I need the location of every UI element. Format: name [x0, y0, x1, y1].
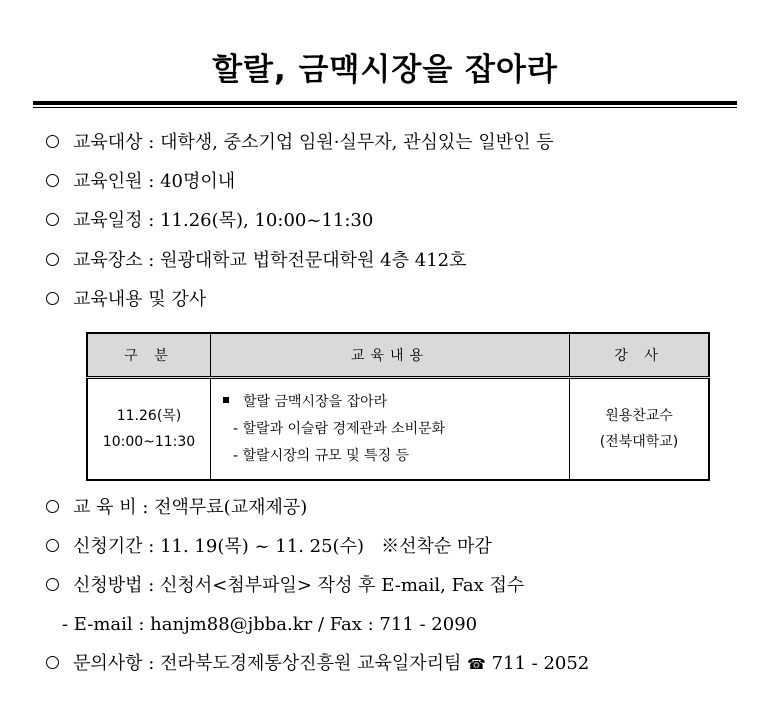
sub-topic: - 할랄과 이슬람 경제관과 소비문화	[233, 420, 446, 437]
session-content-cell	[211, 378, 570, 481]
item-value: 11.26(목), 10:00~11:30	[160, 210, 374, 231]
item-value: 전액무료(교재제공)	[154, 497, 308, 518]
circle-bullet-icon	[46, 174, 59, 187]
item-content	[46, 288, 206, 312]
square-bullet-icon	[223, 397, 229, 403]
instructor-name: 원용찬교수	[605, 408, 673, 424]
item-label: 교육일정	[73, 210, 143, 231]
item-label: 신청방법	[73, 575, 143, 596]
session-time: 10:00~11:30	[102, 434, 196, 450]
item-location: 교육장소 : 원광대학교 법학전문대학원 4층 412호	[46, 249, 466, 273]
header-category: 구 분	[87, 333, 211, 378]
item-value: 대학생, 중소기업 임원·실무자, 관심있는 일반인 등	[160, 132, 554, 153]
item-value: 40명이내	[160, 171, 236, 192]
instructor-cell	[570, 378, 710, 481]
course-table	[86, 332, 710, 481]
main-topic	[223, 389, 568, 416]
circle-bullet-icon	[46, 253, 59, 266]
item-fee: 교 육 비 : 전액무료(교재제공)	[46, 496, 307, 520]
instructor-affiliation: (전북대학교)	[599, 434, 679, 450]
item-schedule: 교육일정 : 11.26(목), 10:00~11:30	[46, 209, 373, 233]
item-period: 신청기간 : 11. 19(목) ~ 11. 25(수) ※선착순 마감	[46, 535, 492, 559]
item-label: 신청기간	[73, 536, 143, 557]
page-title: 할랄, 금맥시장을 잡아라	[212, 52, 558, 88]
item-label: 문의사항	[73, 653, 143, 674]
sub-topic-text: 할랄시장의 규모 및 특징 등	[242, 447, 410, 464]
sub-topic: - 할랄시장의 규모 및 특징 등	[233, 447, 410, 464]
item-method: 신청방법 : 신청서<첨부파일> 작성 후 E-mail, Fax 접수	[46, 574, 524, 598]
item-label: 교육인원	[73, 171, 143, 192]
table-row	[87, 378, 709, 481]
header-content: 교육내용	[211, 333, 570, 378]
sub-topic-text: 할랄과 이슬람 경제관과 소비문화	[242, 420, 446, 437]
session-date: 11.26(목)	[116, 408, 182, 424]
title-rule-thick	[33, 101, 737, 105]
item-label: 교육내용 및 강사	[73, 289, 207, 310]
title-rule-thin	[33, 107, 737, 108]
item-inquiry: 문의사항 : 전라북도경제통상진흥원 교육일자리팀 ☎ 711 - 2052	[46, 652, 589, 676]
item-target: 교육대상 : 대학생, 중소기업 임원·실무자, 관심있는 일반인 등	[46, 131, 554, 155]
telephone-icon: ☎	[467, 655, 486, 673]
item-label: 교 육 비	[73, 497, 137, 518]
circle-bullet-icon	[46, 539, 59, 552]
item-label: 교육장소	[73, 250, 143, 271]
item-label: 교육대상	[73, 132, 143, 153]
circle-bullet-icon	[46, 578, 59, 591]
header-instructor: 강 사	[570, 333, 710, 378]
item-value: 신청서<첨부파일> 작성 후 E-mail, Fax 접수	[160, 575, 525, 596]
item-value: 전라북도경제통상진흥원 교육일자리팀	[160, 653, 462, 674]
table-header-row	[87, 333, 709, 378]
item-value: 11. 19(목) ~ 11. 25(수) ※선착순 마감	[160, 536, 492, 557]
circle-bullet-icon	[46, 213, 59, 226]
circle-bullet-icon	[46, 500, 59, 513]
circle-bullet-icon	[46, 135, 59, 148]
session-time-cell	[87, 378, 211, 481]
phone-number: 711 - 2052	[491, 653, 590, 674]
main-topic-text: 할랄 금맥시장을 잡아라	[243, 393, 388, 410]
contact-line: - E-mail : hanjm88@jbba.kr / Fax : 711 - 2090	[62, 614, 478, 635]
circle-bullet-icon	[46, 292, 59, 305]
item-capacity: 교육인원 : 40명이내	[46, 170, 235, 194]
item-value: 원광대학교 법학전문대학원 4층 412호	[160, 250, 467, 271]
circle-bullet-icon	[46, 656, 59, 669]
